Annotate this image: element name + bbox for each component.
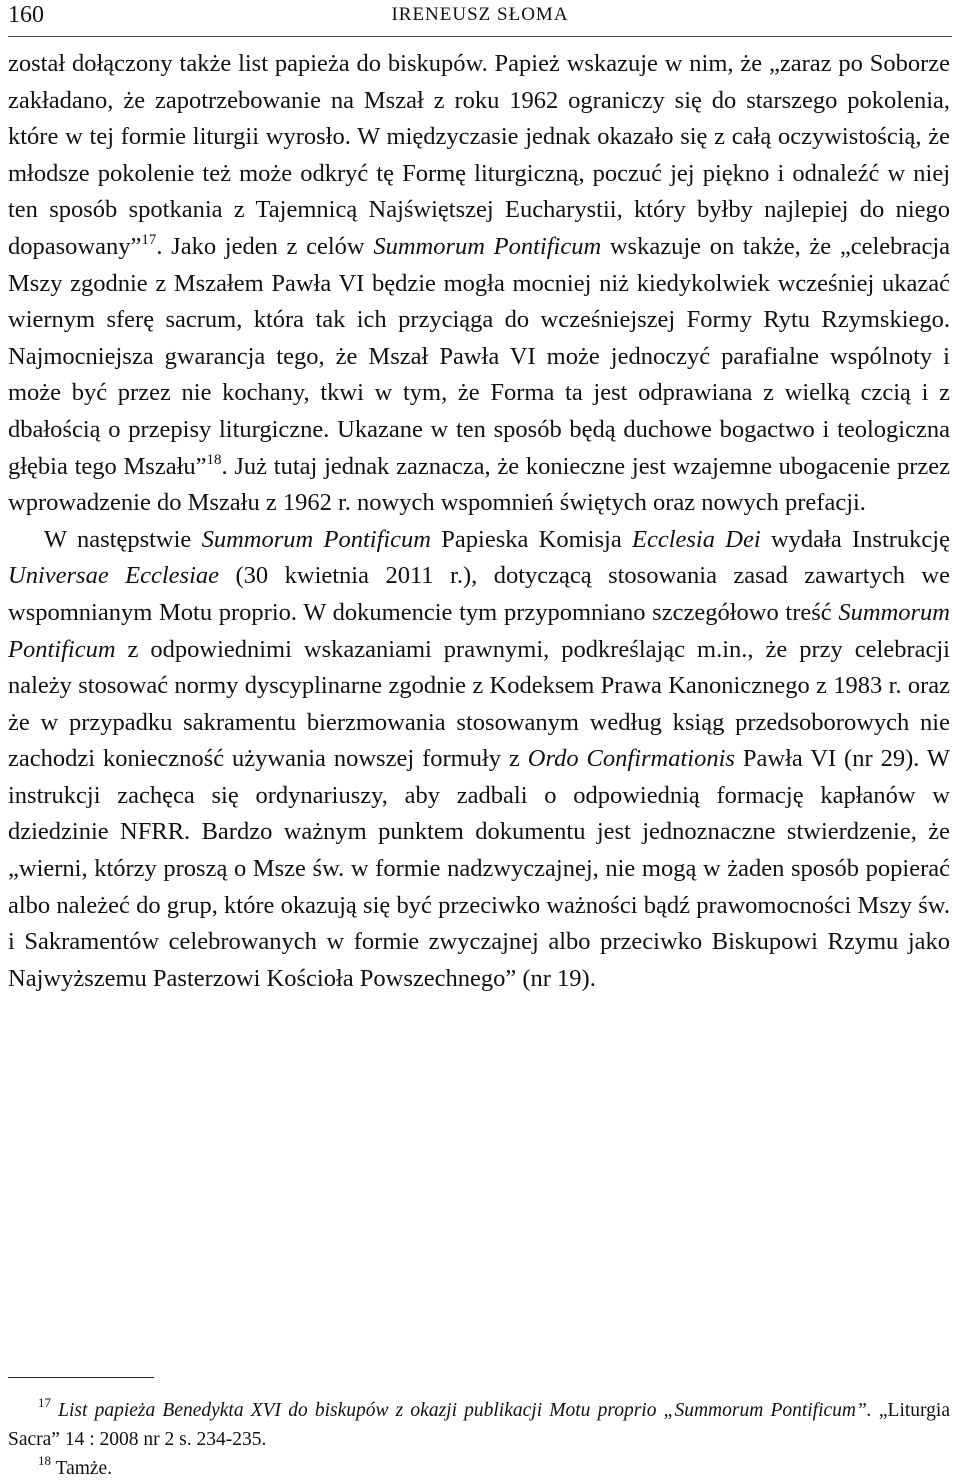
text-run: został dołączony także list papieża do biskupów. Papież wskazuje w nim, że „zaraz po Soborze zakładano, że zapotrzebowanie na Mszał z roku 1962 ograniczy się do starszego pokolenia, które w tej formie liturgii wyrosło. W międzyczasie jednak okazało się z całą oczywistością, że młodsze pokolenie też może odkryć tę Formę liturgiczną, poczuć jej piękno i odnaleźć w niej ten sposób spotkania z Tajemnicą Najświętszej Eucharystii, który byłby najlepiej do niego dopasowany” xyxy=(8,50,950,260)
page-header xyxy=(8,0,952,30)
footnote-italic: List papieża Benedykta XVI do biskupów z okazji publikacji Motu proprio „Summorum Pontificum”. xyxy=(58,1400,872,1421)
paragraph-1 xyxy=(8,46,950,522)
text-run: . Jako jeden z celów xyxy=(156,232,374,260)
text-run: W następstwie xyxy=(44,525,202,553)
italic-title: Summorum Pontificum xyxy=(201,525,431,553)
footnote-17 xyxy=(8,1396,950,1454)
italic-title: Universae Ecclesiae xyxy=(8,562,220,590)
footnote-ref-18: 18 xyxy=(206,451,222,468)
text-run: (30 kwietnia 2011 r.), dotyczącą stosowania zasad zawartych we wspomnianym Motu proprio. W dokumencie tym przypomniano szczegółowo treść xyxy=(8,562,950,626)
footnote-text: „Liturgia Sacra” 14 : 2008 nr 2 s. 234-235. xyxy=(8,1400,951,1450)
page-number: 160 xyxy=(8,2,44,28)
italic-title: Ordo Confirmationis xyxy=(527,745,735,773)
footnote-number: 17 xyxy=(38,1395,51,1410)
text-run: z odpowiednimi wskazaniami prawnymi, podkreślając m.in., że przy celebracji należy stosować normy dyscyplinarne zgodnie z Kodeksem Prawa Kanonicznego z 1983 r. oraz że w przypadku sakramentu bierzmowania stosowanym według ksiąg przedsoborowych nie zachodzi konieczność używania nowszej formuły z xyxy=(8,635,950,773)
italic-title: Summorum Pontificum xyxy=(8,598,950,663)
text-run: Papieska Komisja xyxy=(431,525,632,553)
text-run: . Już tutaj jednak zaznacza, że konieczne jest wzajemne ubogacenie przez wprowadzenie do Mszału z 1962 r. nowych wspomnień świętych oraz nowych prefacji. xyxy=(8,452,951,517)
paragraph-2 xyxy=(8,522,950,998)
footnotes xyxy=(8,1396,950,1483)
footnote-18 xyxy=(8,1454,950,1483)
footnote-ref-17: 17 xyxy=(141,231,157,248)
text-run: Pawła VI (nr 29). W instrukcji zachęca się ordynariuszy, aby zadbali o odpowiednią formację kapłanów w dziedzinie NFRR. Bardzo ważnym punktem dokumentu jest jednoznaczne stwierdzenie, że „wierni, którzy proszą o Msze św. w formie nadzwyczajnej, nie mogą w żaden sposób popierać albo należeć do grup, które okazują się być przeciwko ważności bądź prawomocności Mszy św. i Sakramentów celebrowanych w formie zwyczajnej albo przeciwko Biskupowi Rzymu jako Najwyższemu Pasterzowi Kościoła Powszechnego” (nr 19). xyxy=(8,745,950,992)
body-text xyxy=(8,46,950,997)
header-rule xyxy=(8,36,952,37)
footnote-number: 18 xyxy=(38,1453,51,1468)
text-run: wydała Instrukcję xyxy=(760,525,950,553)
italic-title: Ecclesia Dei xyxy=(632,525,761,553)
running-title: IRENEUSZ SŁOMA xyxy=(391,4,569,25)
footnote-text: Tamże. xyxy=(55,1458,113,1479)
italic-title: Summorum Pontificum xyxy=(373,232,602,260)
text-run: wskazuje on także, że „celebracja Mszy zgodnie z Mszałem Pawła VI będzie mogła mocniej niż kiedykolwiek wcześniej ukazać wiernym sferę sacrum, która tak ich przyciąga do wcześniejszej Formy Rytu Rzymskiego. Najmocniejsza gwarancja tego, że Mszał Pawła VI może jednoczyć parafialne wspólnoty i może być przez nie kochany, tkwi w tym, że Forma ta jest odprawiana z wielką czcią i z dbałością o przepisy liturgiczne. Ukazane w ten sposób będą duchowe bogactwo i teologiczna głębia tego Mszału” xyxy=(8,232,951,480)
footnote-rule xyxy=(8,1377,154,1378)
